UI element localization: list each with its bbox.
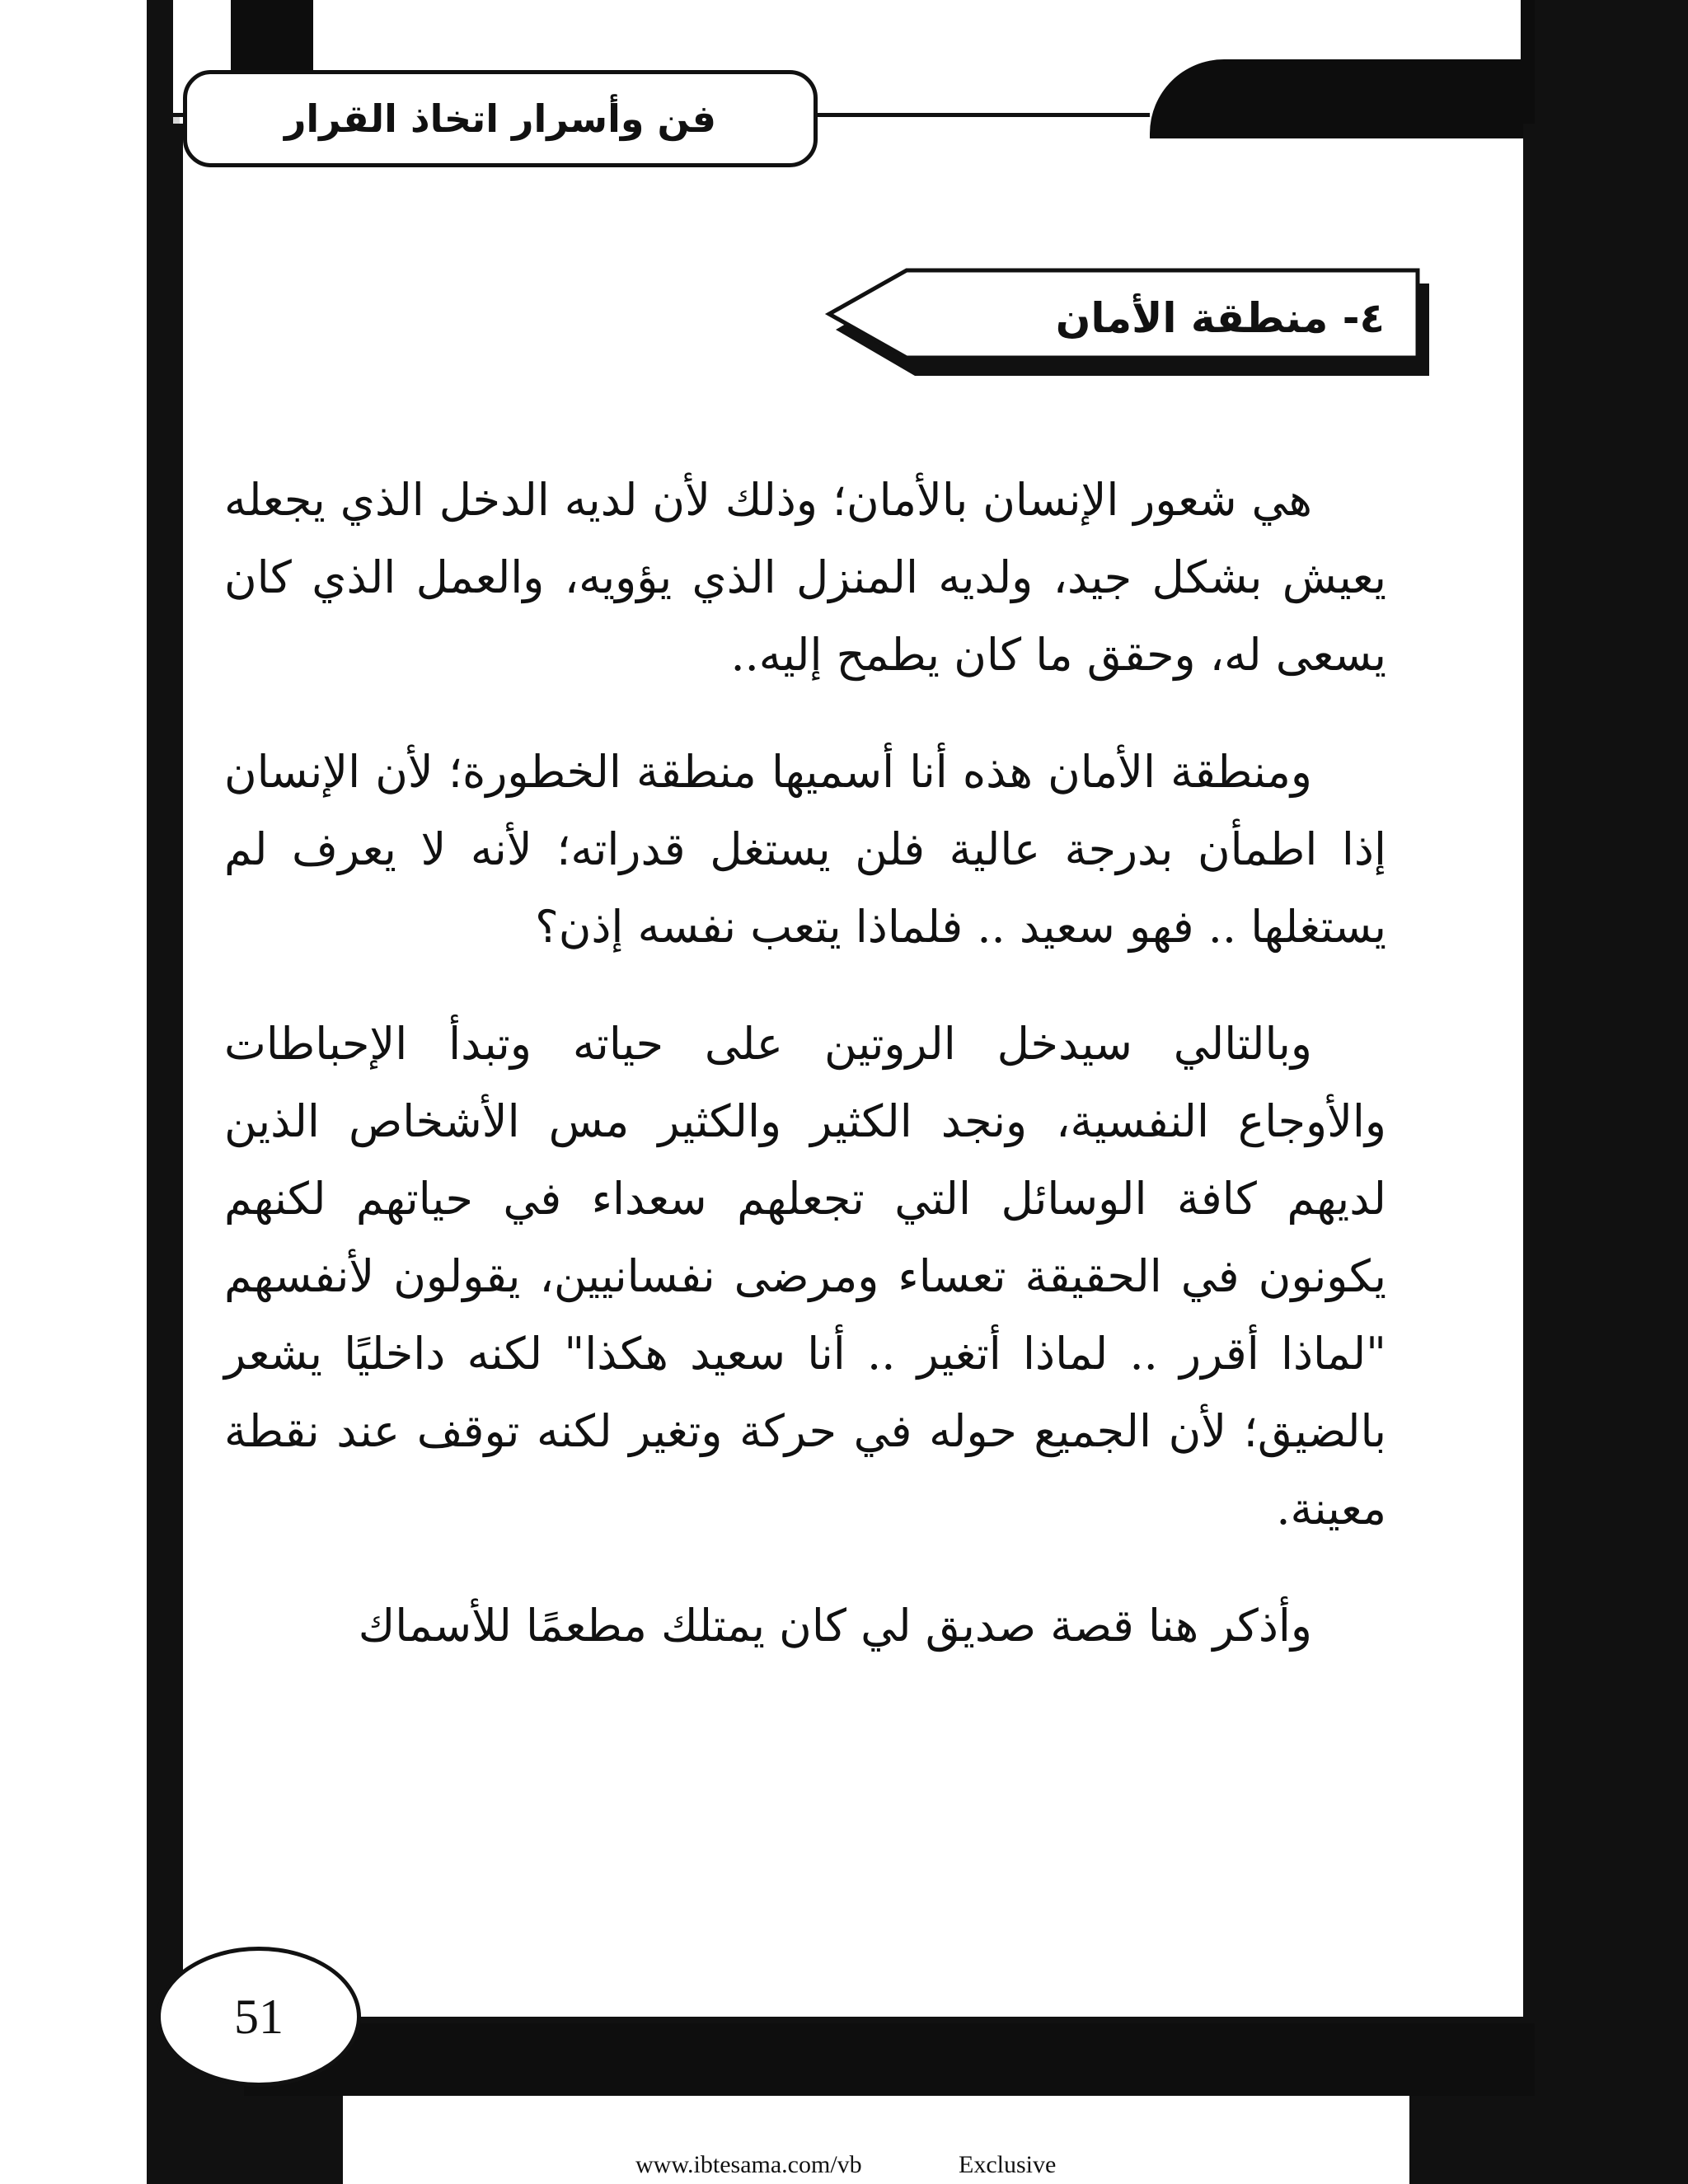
paragraph: هي شعور الإنسان بالأمان؛ وذلك لأن لديه الدخل الذي يجعله يعيش بشكل جيد، ولديه المنزل الذي يؤويه، والعمل الذي كان يسعى له، وحقق ما كان يطمح إليه.. [224,474,1386,681]
footer-label: Exclusive [954,2151,1061,2179]
paragraph: وأذكر هنا قصة صديق لي كان يمتلك مطعمًا للأسماك [358,1600,1312,1652]
right-frame-border [1523,124,1535,2044]
footer-url: www.ibtesama.com/vb [631,2151,867,2179]
bottom-frame-block [244,2023,1535,2096]
page-number-value: 51 [234,1989,284,2044]
section-heading [824,265,1434,382]
right-page-shadow [1535,0,1688,2184]
section-title: ٤- منطقة الأمان [1055,294,1385,342]
left-frame-border [171,124,183,2077]
running-header [183,70,818,167]
bottom-frame-rule [321,2017,1535,2023]
page-number [157,1947,361,2087]
left-gutter-shadow [147,0,173,2184]
paragraph: ومنطقة الأمان هذه أنا أسميها منطقة الخطورة؛ لأن الإنسان إذا اطمأن بدرجة عالية فلن يستغل قدراته؛ لأنه لا يعرف لم يستغلها .. فهو سعيد .. فلماذا يتعب نفسه إذن؟ [224,746,1386,953]
page-margin [0,0,147,2184]
header-connector-right [816,113,1150,117]
paragraph: وبالتالي سيدخل الروتين على حياته وتبدأ الإحباطات والأوجاع النفسية، ونجد الكثير والكثير مس الأشخاص الذين لديهم كافة الوسائل التي تجعلهم سعداء في حياتهم لكنهم يكونون في الحقيقة تعساء ومرضى نفسانيين، يقولون لأنفسهم "لماذا أقرر .. لماذا أتغير .. أنا سعيد هكذا" لكنه داخليًا يشعر بالضيق؛ لأن الجميع حوله في حركة وتغير لكنه توقف عند نقطة معينة. [224,1018,1386,1535]
bottom-frame-notch [244,2096,343,2184]
book-title: فن وأسرار اتخاذ القرار [284,96,717,141]
body-text [224,462,1386,1704]
bottom-right-frame-tab [1409,2096,1535,2184]
